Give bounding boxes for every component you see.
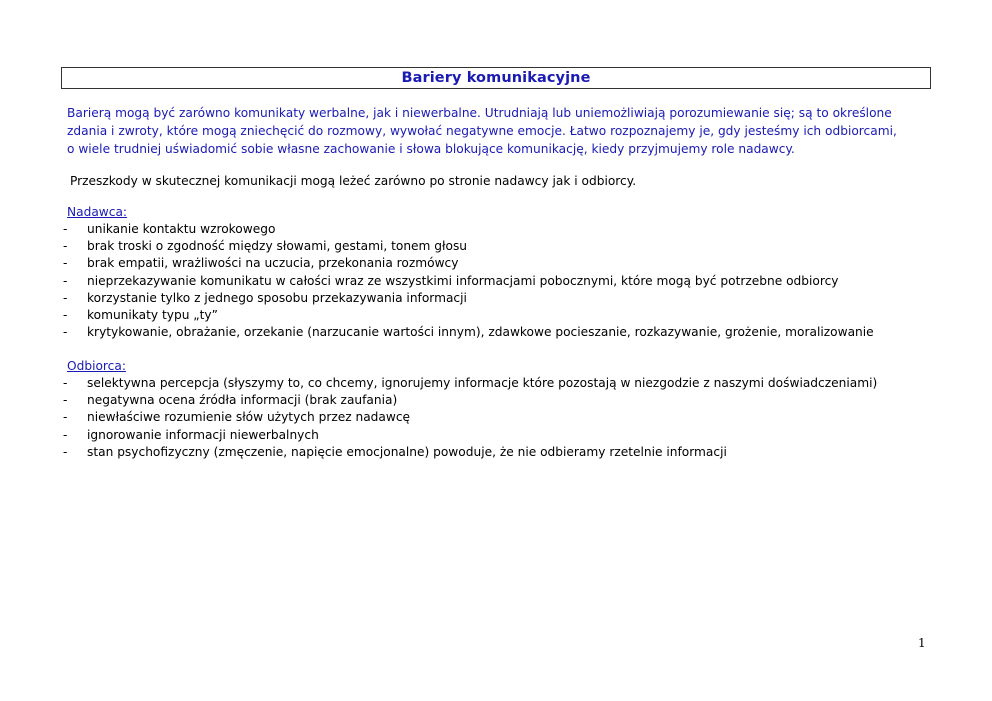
- bullet-dash: -: [63, 308, 68, 323]
- list-item: [63, 255, 874, 272]
- bullet-dash: -: [63, 290, 68, 305]
- list-item-text: komunikaty typu „ty”: [87, 308, 218, 323]
- list-item-text: nieprzekazywanie komunikatu w całości wraz ze wszystkimi informacjami pobocznymi, które mogą być potrzebne odbiorcy: [87, 273, 839, 288]
- intro-line: o wiele trudniej uświadomić sobie własne zachowanie i słowa blokujące komunikację, kiedy przyjmujemy role nadawcy.: [67, 142, 795, 156]
- page-title: Bariery komunikacyjne: [401, 70, 591, 86]
- list-item-text: ignorowanie informacji niewerbalnych: [87, 427, 319, 442]
- section-heading-odbiorca: Odbiorca:: [67, 359, 126, 373]
- list-item: [63, 290, 874, 307]
- bullet-dash: -: [63, 427, 68, 442]
- list-item-text: krytykowanie, obrażanie, orzekanie (narzucanie wartości innym), zdawkowe pocieszanie, rozkazywanie, grożenie, moralizowanie: [87, 325, 874, 340]
- list-item-text: negatywna ocena źródła informacji (brak zaufania): [87, 393, 398, 408]
- list-item: [63, 409, 877, 426]
- intro-line: Barierą mogą być zarówno komunikaty werbalne, jak i niewerbalne. Utrudniają lub uniemożliwiają porozumiewanie się; są to określone: [67, 106, 892, 120]
- bullet-dash: -: [63, 376, 68, 390]
- list-item: [63, 444, 877, 461]
- title-box: [61, 67, 931, 89]
- bullet-dash: -: [63, 444, 68, 459]
- list-item: [63, 307, 874, 324]
- list-item-text: niewłaściwe rozumienie słów użytych przez nadawcę: [87, 410, 411, 425]
- list-odbiorca: [63, 375, 877, 461]
- list-item-text: unikanie kontaktu wzrokowego: [87, 222, 276, 236]
- page-number: 1: [918, 636, 926, 650]
- list-item: [63, 324, 874, 341]
- list-item-text: korzystanie tylko z jednego sposobu przekazywania informacji: [87, 290, 467, 305]
- list-item: [63, 392, 877, 409]
- list-item-text: selektywna percepcja (słyszymy to, co chcemy, ignorujemy informacje które pozostają w niezgodzie z naszymi doświadczeniami): [87, 376, 878, 390]
- list-item: [63, 427, 877, 444]
- bullet-dash: -: [63, 410, 68, 425]
- list-item: [63, 375, 877, 392]
- intro-paragraph: [67, 104, 929, 158]
- lead-sentence: Przeszkody w skutecznej komunikacji mogą leżeć zarówno po stronie nadawcy jak i odbiorcy.: [70, 174, 637, 188]
- list-nadawca: [63, 221, 874, 341]
- list-item-text: stan psychofizyczny (zmęczenie, napięcie emocjonalne) powoduje, że nie odbieramy rzetelnie informacji: [87, 444, 727, 459]
- bullet-dash: -: [63, 393, 68, 408]
- bullet-dash: -: [63, 325, 68, 340]
- section-odbiorca: [63, 358, 881, 461]
- list-item: [63, 273, 874, 290]
- list-item-text: brak empatii, wrażliwości na uczucia, przekonania rozmówcy: [87, 256, 459, 271]
- bullet-dash: -: [63, 222, 68, 236]
- bullet-dash: -: [63, 239, 68, 254]
- list-item-text: brak troski o zgodność między słowami, gestami, tonem głosu: [87, 239, 468, 254]
- bullet-dash: -: [63, 256, 68, 271]
- section-nadawca: [63, 204, 878, 341]
- list-item: [63, 221, 874, 238]
- intro-line: zdania i zwroty, które mogą zniechęcić do rozmowy, wywołać negatywne emocje. Łatwo rozpoznajemy je, gdy jesteśmy ich odbiorcami,: [67, 124, 897, 138]
- list-item: [63, 238, 874, 255]
- bullet-dash: -: [63, 273, 68, 288]
- section-heading-nadawca: Nadawca:: [67, 205, 128, 219]
